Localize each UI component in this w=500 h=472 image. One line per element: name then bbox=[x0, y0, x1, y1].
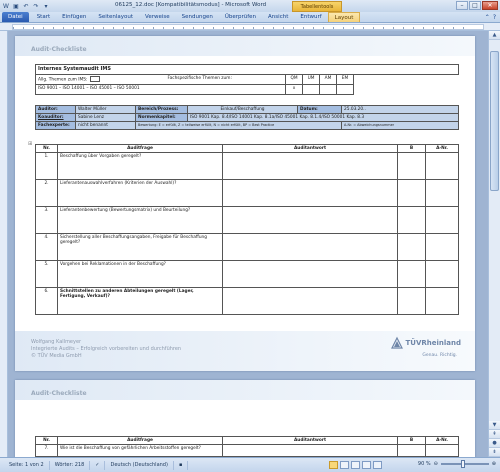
ruler-tick bbox=[293, 27, 294, 29]
auditor-label: Auditor: bbox=[36, 106, 76, 114]
ruler-tick bbox=[363, 27, 364, 29]
ruler-tick bbox=[223, 27, 224, 29]
col-qm: QM bbox=[286, 75, 303, 85]
horizontal-ruler[interactable] bbox=[0, 23, 500, 31]
norm-label: Normenkapitel: bbox=[136, 114, 188, 122]
tab-start[interactable]: Start bbox=[36, 14, 51, 20]
quick-access-toolbar bbox=[0, 2, 50, 10]
ruler-tick bbox=[443, 27, 444, 29]
ruler-tick bbox=[173, 27, 174, 29]
tuv-rheinland-logo bbox=[391, 337, 462, 349]
tuv-triangle-icon bbox=[391, 337, 403, 349]
header-nr: Nr. bbox=[36, 437, 58, 445]
header-title: Audit-Checkliste bbox=[31, 390, 87, 397]
macro-record-icon[interactable]: ▪ bbox=[174, 461, 188, 470]
ruler-tick bbox=[53, 27, 54, 29]
header-anr: A-Nr. bbox=[426, 145, 459, 153]
redo-icon[interactable]: ↷ bbox=[33, 2, 39, 10]
col-am: AM bbox=[320, 75, 337, 85]
ruler-tick bbox=[13, 27, 14, 29]
ruler-scale bbox=[12, 24, 484, 30]
spellcheck-icon[interactable]: ✓ bbox=[90, 461, 105, 470]
ruler-tick bbox=[133, 27, 134, 29]
tab-file[interactable]: Datei bbox=[2, 12, 29, 22]
tab-page-layout[interactable]: Seitenlayout bbox=[98, 14, 133, 20]
coauditor-label: Koauditor: bbox=[36, 114, 76, 122]
maximize-button[interactable]: □ bbox=[469, 1, 481, 10]
document-area[interactable] bbox=[8, 31, 488, 457]
word-count[interactable]: Wörter: 218 bbox=[50, 461, 91, 470]
ruler-tick bbox=[453, 27, 454, 29]
ruler-tick bbox=[213, 27, 214, 29]
ruler-tick bbox=[33, 27, 34, 29]
expert-value[interactable]: nicht benannt bbox=[76, 122, 136, 130]
scroll-up-icon[interactable]: ▲ bbox=[489, 31, 500, 40]
ruler-tick bbox=[243, 27, 244, 29]
ruler-tick bbox=[113, 27, 114, 29]
ruler-tick bbox=[43, 27, 44, 29]
ruler-tick bbox=[413, 27, 414, 29]
norm-value[interactable]: ISO 9001 Kap. 8.4/ISO 14001 Kap. 8.1a/ISO 45001 Kap. 8.1.4/ISO 50001 Kap. 8.3 bbox=[188, 114, 459, 122]
internal-audit-title: Internes Systemaudit IMS bbox=[36, 65, 459, 75]
zoom-level[interactable]: 90 % bbox=[417, 461, 431, 467]
ruler-tick bbox=[153, 27, 154, 29]
header-title: Audit-Checkliste bbox=[31, 46, 87, 53]
general-topics-cell[interactable] bbox=[36, 75, 166, 85]
context-tab-table-tools: Tabellentools bbox=[292, 1, 342, 12]
page-header bbox=[15, 36, 475, 56]
language-indicator[interactable]: Deutsch (Deutschland) bbox=[105, 461, 173, 470]
full-screen-view-icon[interactable] bbox=[340, 461, 349, 469]
header-anr: A-Nr. bbox=[426, 437, 459, 445]
outline-view-icon[interactable] bbox=[362, 461, 371, 469]
ruler-tick bbox=[373, 27, 374, 29]
ruler-tick bbox=[333, 27, 334, 29]
browse-object-icon[interactable]: ● bbox=[489, 439, 500, 448]
ruler-tick bbox=[233, 27, 234, 29]
footer-book-title: Integrierte Audits – Erfolgreich vorbereiten und durchführen bbox=[31, 346, 182, 352]
ruler-tick bbox=[73, 27, 74, 29]
tab-review[interactable]: Überprüfen bbox=[224, 14, 257, 20]
ruler-tick bbox=[313, 27, 314, 29]
general-topics-label: Allg. Themen zum IMS: bbox=[38, 77, 88, 83]
tab-mailings[interactable]: Sendungen bbox=[181, 14, 213, 20]
ruler-tick bbox=[353, 27, 354, 29]
close-button[interactable]: ✕ bbox=[482, 1, 498, 10]
area-label: Bereich/Prozess: bbox=[136, 106, 188, 114]
ruler-tick bbox=[273, 27, 274, 29]
header-nr: Nr. bbox=[36, 145, 58, 153]
date-value[interactable]: 25.03.20.. bbox=[342, 106, 459, 114]
ruler-tick bbox=[163, 27, 164, 29]
col-um: UM bbox=[303, 75, 320, 85]
ruler-tick bbox=[303, 27, 304, 29]
ruler-tick bbox=[143, 27, 144, 29]
web-layout-view-icon[interactable] bbox=[351, 461, 360, 469]
ruler-tick bbox=[103, 27, 104, 29]
tab-design[interactable]: Entwurf bbox=[300, 14, 322, 20]
status-bar bbox=[0, 457, 500, 472]
vertical-scrollbar[interactable] bbox=[488, 31, 500, 457]
coauditor-value[interactable]: Sabine Lenz bbox=[76, 114, 136, 122]
logo-slogan: Genau. Richtig. bbox=[422, 353, 457, 358]
zoom-slider[interactable] bbox=[441, 463, 489, 465]
page-header bbox=[15, 380, 475, 400]
an-legend: A-Nr. = Abweichungsnummer bbox=[342, 122, 459, 130]
save-icon[interactable]: ▣ bbox=[13, 2, 19, 10]
ruler-tick bbox=[323, 27, 324, 29]
minimize-button[interactable]: – bbox=[456, 1, 468, 10]
table-row[interactable]: 1. Beschaffung über Vorgaben geregelt? bbox=[36, 153, 459, 180]
ruler-tick bbox=[83, 27, 84, 29]
date-label: Datum: bbox=[298, 106, 342, 114]
ruler-tick bbox=[403, 27, 404, 29]
ruler-tick bbox=[463, 27, 464, 29]
undo-icon[interactable]: ↶ bbox=[23, 2, 29, 10]
help-icon[interactable]: ? bbox=[492, 14, 496, 21]
page-footer bbox=[15, 331, 475, 371]
general-topics-checkbox[interactable] bbox=[90, 76, 100, 82]
audit-info-table[interactable] bbox=[35, 105, 459, 130]
ruler-tick bbox=[23, 27, 24, 29]
ruler-tick bbox=[263, 27, 264, 29]
table-row[interactable]: 2. Lieferantenauswahlverfahren (Kriterien der Auswahl)? bbox=[36, 180, 459, 207]
qm-mark-cell[interactable]: x bbox=[286, 85, 303, 95]
header-answer: Auditantwort bbox=[223, 145, 398, 153]
footer-text bbox=[31, 339, 181, 360]
zoom-control bbox=[418, 461, 496, 467]
tab-references[interactable]: Verweise bbox=[145, 14, 170, 20]
rating-legend: Bewertung: E = erfüllt, Z = teilweise erfüllt, N = nicht erfüllt, BP = Best Practice bbox=[136, 122, 342, 130]
print-layout-view-icon[interactable] bbox=[329, 461, 338, 469]
header-question: Auditfrage bbox=[58, 145, 223, 153]
header-b: B bbox=[398, 145, 426, 153]
footer-copyright: © TÜV Media GmbH bbox=[31, 353, 82, 359]
table-move-handle-icon[interactable]: ⊞ bbox=[28, 141, 33, 147]
zoom-out-icon[interactable]: ⊖ bbox=[433, 461, 438, 467]
ruler-tick bbox=[93, 27, 94, 29]
ruler-tick bbox=[423, 27, 424, 29]
table-row[interactable]: 3. Lieferantenbewertung (Bewertungsmatrix) und Beurteilung? bbox=[36, 207, 459, 234]
ruler-tick bbox=[203, 27, 204, 29]
zoom-slider-thumb[interactable] bbox=[461, 460, 465, 468]
table-row[interactable]: 7. Wie ist die Beschaffung von gefährlichen Arbeitsstoffen geregelt? bbox=[36, 445, 459, 457]
draft-view-icon[interactable] bbox=[373, 461, 382, 469]
title-bar bbox=[0, 0, 500, 12]
scroll-down-icon[interactable]: ▼ bbox=[489, 421, 500, 430]
ruler-tick bbox=[383, 27, 384, 29]
ribbon-tabs bbox=[0, 12, 500, 23]
vertical-ruler[interactable] bbox=[0, 31, 8, 457]
header-question: Auditfrage bbox=[58, 437, 223, 445]
ruler-tick bbox=[283, 27, 284, 29]
window-title: 06125_12.doc [Kompatibilitätsmodus] - Microsoft Word bbox=[115, 2, 267, 8]
ruler-tick bbox=[393, 27, 394, 29]
header-b: B bbox=[398, 437, 426, 445]
header-answer: Auditantwort bbox=[223, 437, 398, 445]
iso-standards-cell: ISO 9001 – ISO 14001 – ISO 45001 – ISO 50001 bbox=[36, 85, 286, 95]
table-row[interactable]: 5. Vorgehen bei Reklamationen in der Beschaffung? bbox=[36, 261, 459, 288]
audit-questions-table[interactable] bbox=[35, 144, 459, 315]
zoom-in-icon[interactable]: ⊕ bbox=[491, 461, 496, 467]
specific-topics-cell bbox=[166, 75, 286, 85]
footer-author: Wolfgang Kallmeyer bbox=[31, 339, 82, 345]
expert-label: Fachexperte: bbox=[36, 122, 76, 130]
ruler-tick bbox=[193, 27, 194, 29]
ribbon-minimize-icon[interactable]: ⌃ bbox=[484, 14, 490, 21]
logo-wordmark: TÜVRheinland bbox=[405, 339, 461, 347]
next-page-icon[interactable]: ⇟ bbox=[489, 448, 500, 457]
area-value[interactable]: Einkauf/Beschaffung bbox=[188, 106, 298, 114]
ruler-tick bbox=[63, 27, 64, 29]
em-mark-cell[interactable] bbox=[337, 85, 354, 95]
table-row[interactable]: 4. Sicherstellung aller Beschaffungsangaben, Freigabe für Beschaffung geregelt? bbox=[36, 234, 459, 261]
view-buttons bbox=[329, 461, 382, 469]
word-app-icon[interactable]: W bbox=[3, 2, 9, 10]
ruler-tick bbox=[253, 27, 254, 29]
tab-view[interactable]: Ansicht bbox=[268, 14, 289, 20]
table-row[interactable]: 6. Schnittstellen zu anderen Abteilungen geregelt (Lager, Fertigung, Verkauf)? bbox=[36, 288, 459, 315]
page-count[interactable]: Seite: 1 von 2 bbox=[4, 461, 50, 470]
col-em: EM bbox=[337, 75, 354, 85]
um-mark-cell[interactable] bbox=[303, 85, 320, 95]
scrollbar-thumb[interactable] bbox=[490, 51, 499, 191]
ruler-tick bbox=[343, 27, 344, 29]
ruler-tick bbox=[123, 27, 124, 29]
ruler-tick bbox=[183, 27, 184, 29]
specific-topics-label: Fachspezifische Themen zum: bbox=[167, 76, 232, 81]
previous-page-icon[interactable]: ⇞ bbox=[489, 430, 500, 439]
ims-header-table[interactable] bbox=[35, 64, 459, 95]
auditor-value[interactable]: Walter Müller bbox=[76, 106, 136, 114]
customize-qat-icon[interactable]: ▾ bbox=[44, 2, 48, 10]
tab-insert[interactable]: Einfügen bbox=[62, 14, 87, 20]
am-mark-cell[interactable] bbox=[320, 85, 337, 95]
document-page-1[interactable] bbox=[15, 36, 475, 371]
ruler-tick bbox=[433, 27, 434, 29]
tab-layout[interactable]: Layout bbox=[328, 12, 361, 22]
